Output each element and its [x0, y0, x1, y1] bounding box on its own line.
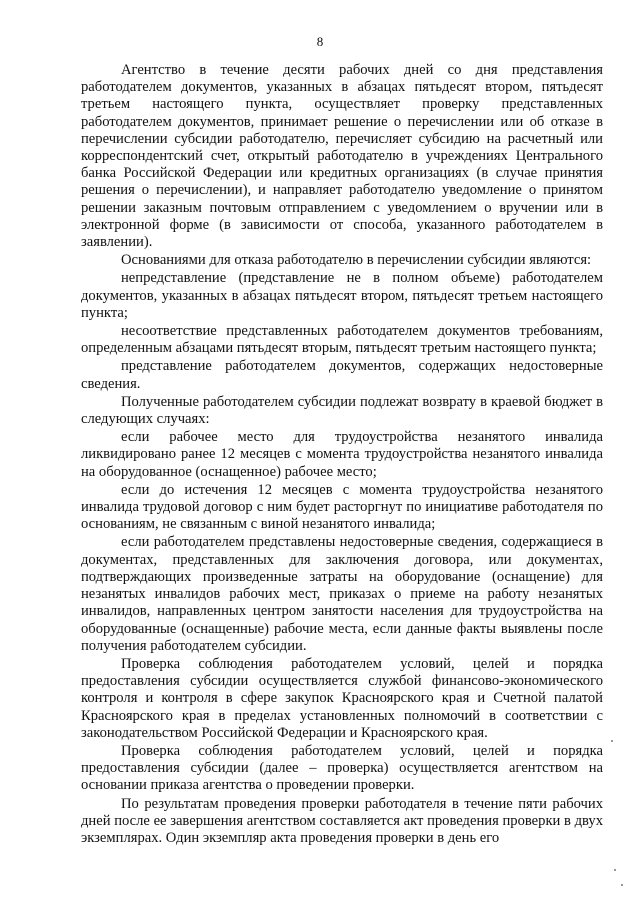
paragraph-refund-false-information: если работодателем представлены недостоверные сведения, содержащиеся в документах, представленных для заключения договора, или документах, подтверждающих произведенные затраты на оборудование (оснащение) для незанятых инвалидов рабочих мест, приказах о приеме на работу незанятых инвалидов, направленных центром занятости населения для трудоустройства на оборудованные (оснащенные) рабочие места, если данные факты выявлены после получения работодателем субсидии.: [81, 534, 603, 654]
scan-speck: [611, 740, 613, 742]
scan-speck: [614, 869, 616, 871]
page-number: 8: [316, 34, 324, 49]
paragraph-refusal-requirements-mismatch: несоответствие представленных работодателем документов требованиям, определенным абзацами пятьдесят вторым, пятьдесят третьим настоящего пункта;: [81, 323, 603, 357]
paragraph-refusal-false-information: представление работодателем документов, содержащих недостоверные сведения.: [81, 358, 603, 392]
paragraph-refusal-grounds-intro: Основаниями для отказа работодателю в перечислении субсидии являются:: [121, 252, 592, 269]
scan-speck: [621, 884, 623, 886]
paragraph-refund-contract-terminated: если до истечения 12 месяцев с момента трудоустройства незанятого инвалида трудовой договор с ним будет расторгнут по инициативе работодателя по основаниям, не связанным с виной незанятого инвалида;: [81, 481, 603, 533]
paragraph-refund-cases-intro: Полученные работодателем субсидии подлежат возврату в краевой бюджет в следующих случаях:: [81, 393, 603, 428]
paragraph-inspection-basis: Проверка соблюдения работодателем условий, целей и порядка предоставления субсидии (далее – проверка) осуществляется агентством на основании приказа агентства о проведении проверки.: [81, 742, 603, 794]
paragraph-refusal-incomplete-documents: непредставление (представление не в полном объеме) работодателем документов, указанных в абзацах пятьдесят втором, пятьдесят третьем настоящего пункта;: [81, 270, 603, 321]
paragraph-inspection-act: По результатам проведения проверки работодателя в течение пяти рабочих дней после ее завершения агентством составляется акт проведения проверки в двух экземплярах. Один экземпляр акта проведения проверки в день его: [81, 795, 603, 846]
paragraph-control-authorities: Проверка соблюдения работодателем условий, целей и порядка предоставления субсидии осуществляется службой финансово-экономического контроля и контроля в сфере закупок Красноярского края и Счетной палатой Красноярского края в пределах установленных полномочий в соответствии с законодательством Российской Федерации и Красноярского края.: [81, 655, 603, 741]
paragraph-refund-workplace-liquidated: если рабочее место для трудоустройства незанятого инвалида ликвидировано ранее 12 месяцев с момента трудоустройства незанятого инвалида на оборудованное (оснащенное) рабочее место;: [81, 429, 603, 480]
paragraph-verification-procedure: Агентство в течение десяти рабочих дней со дня представления работодателем документов, указанных в абзацах пятьдесят втором, пятьдесят третьем настоящего пункта, осуществляет проверку представленных работодателем документов, принимает решение о перечислении или об отказе в перечислении субсидии работодателю, перечисляет субсидию на расчетный или корреспондентский счет, открытый работодателю в учреждениях Центрального банка Российской Федерации или кредитных организациях (в случае принятия решения о перечислении), и направляет работодателю уведомление о принятом решении заказным почтовым отправлением с уведомлением о вручении или в электронной форме (в зависимости от способа, указанного работодателем в заявлении).: [81, 62, 603, 251]
document-body: [81, 62, 603, 847]
